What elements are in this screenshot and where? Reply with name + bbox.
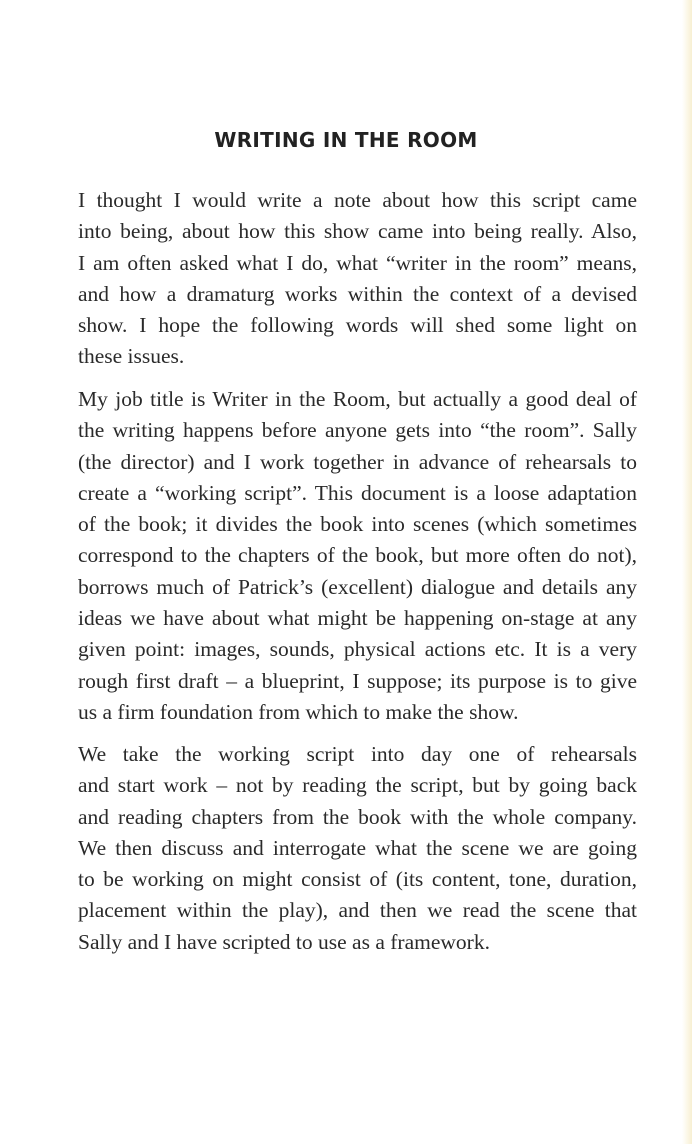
text-line: placement within the play), and then we read the scene that	[78, 898, 637, 923]
page-title: WRITING IN THE ROOM	[214, 128, 478, 152]
text-line: Sally and I have scripted to use as a framework.	[78, 929, 490, 954]
text-line: to be working on might consist of (its content, tone, duration,	[78, 867, 637, 892]
text-line: My job title is Writer in the Room, but actually a good deal of	[78, 387, 637, 411]
text-line: and reading chapters from the book with the whole company.	[78, 804, 637, 829]
text-line: I am often asked what I do, what “writer in the room” means,	[78, 250, 637, 275]
text-line: rough first draft – a blueprint, I suppose; its purpose is to give	[78, 668, 637, 693]
text-line: these issues.	[78, 344, 185, 369]
text-line: of the book; it divides the book into scenes (which sometimes	[78, 512, 637, 537]
text-line: We take the working script into day one of rehearsals	[78, 742, 637, 766]
text-line: I thought I would write a note about how this script came	[78, 188, 637, 212]
text-line: us a firm foundation from which to make the show.	[78, 699, 519, 724]
text-line: the writing happens before anyone gets into “the room”. Sally	[78, 418, 637, 443]
text-line: given point: images, sounds, physical actions etc. It is a very	[78, 637, 637, 662]
paragraph-3	[78, 739, 637, 958]
page-edge-shading	[682, 0, 692, 1144]
text-line: borrows much of Patrick’s (excellent) dialogue and details any	[78, 574, 637, 599]
text-line: We then discuss and interrogate what the scene we are going	[78, 835, 637, 860]
text-line: ideas we have about what might be happening on-stage at any	[78, 606, 637, 631]
text-line: create a “working script”. This document is a loose adaptation	[78, 480, 637, 505]
text-line: and how a dramaturg works within the context of a devised	[78, 281, 637, 306]
text-line: (the director) and I work together in advance of rehearsals to	[78, 449, 637, 474]
text-line: show. I hope the following words will shed some light on	[78, 313, 637, 338]
text-line: into being, about how this show came into being really. Also,	[78, 219, 637, 244]
paragraph-2	[78, 384, 637, 728]
text-line: and start work – not by reading the script, but by going back	[78, 773, 637, 798]
text-line: correspond to the chapters of the book, but more often do not),	[78, 543, 637, 568]
paragraph-1	[78, 185, 637, 373]
